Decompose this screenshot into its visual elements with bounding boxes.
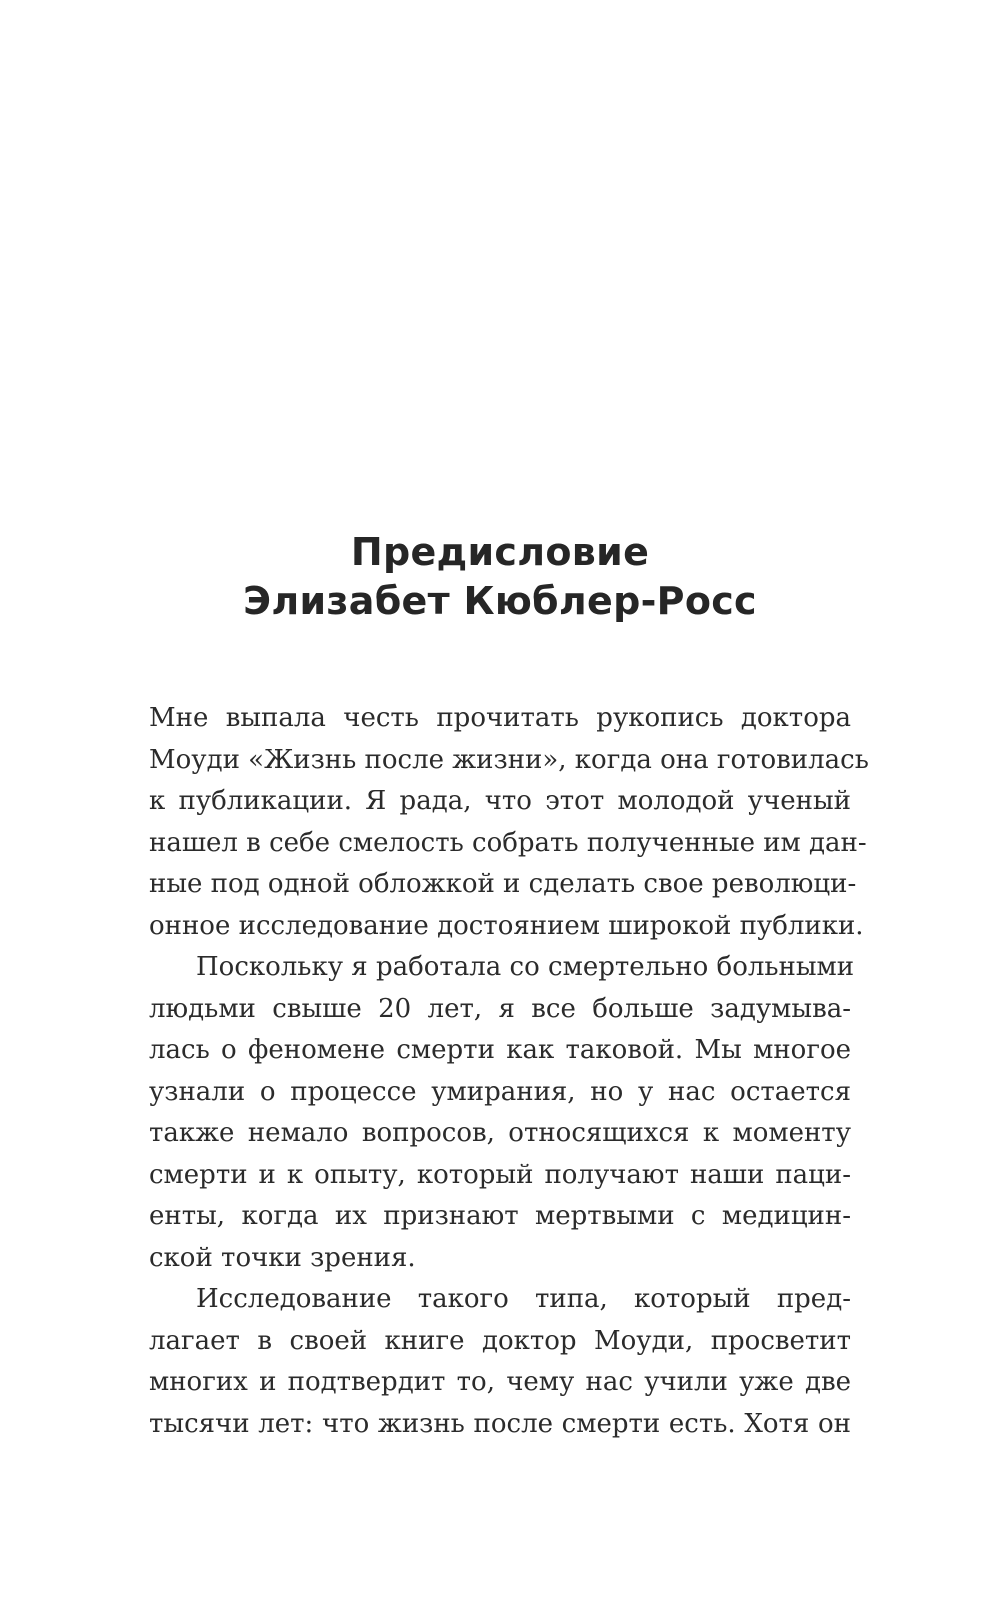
text-line: Моуди «Жизнь после жизни», когда она готовилась xyxy=(149,744,869,775)
text-line: ской точки зрения. xyxy=(149,1242,416,1273)
text-line: нашел в себе смелость собрать полученные им дан- xyxy=(149,827,867,858)
text-line: многих и подтвердит то, чему нас учили уже две xyxy=(149,1367,851,1397)
text-line: смерти и к опыту, который получают наши паци- xyxy=(149,1159,851,1190)
text-line: лагает в своей книге доктор Моуди, просветит xyxy=(149,1325,851,1356)
text-line: енты, когда их признают мертвыми с медицин- xyxy=(149,1201,851,1231)
text-line: онное исследование достоянием широкой публики. xyxy=(149,910,864,941)
chapter-title: Предисловие xyxy=(350,530,650,574)
chapter-author: Элизабет Кюблер-Росс xyxy=(243,579,757,623)
text-line: тысячи лет: что жизнь после смерти есть. Хотя он xyxy=(149,1408,851,1439)
text-line: людьми свыше 20 лет, я все больше задумыва- xyxy=(149,993,851,1024)
text-line: Мне выпала честь прочитать рукопись доктора xyxy=(149,703,851,733)
chapter-heading xyxy=(0,528,1000,626)
text-line: к публикации. Я рада, что этот молодой ученый xyxy=(149,786,851,816)
text-line: узнали о процессе умирания, но у нас остается xyxy=(149,1076,851,1107)
body-text xyxy=(149,698,869,1445)
text-line: Исследование такого типа, который пред- xyxy=(196,1284,851,1314)
text-line: Поскольку я работала со смертельно больными xyxy=(196,952,855,982)
text-line: также немало вопросов, относящихся к моменту xyxy=(149,1118,851,1148)
text-line: ные под одной обложкой и сделать свое революци- xyxy=(149,869,857,899)
text-line: лась о феномене смерти как таковой. Мы многое xyxy=(149,1035,851,1065)
